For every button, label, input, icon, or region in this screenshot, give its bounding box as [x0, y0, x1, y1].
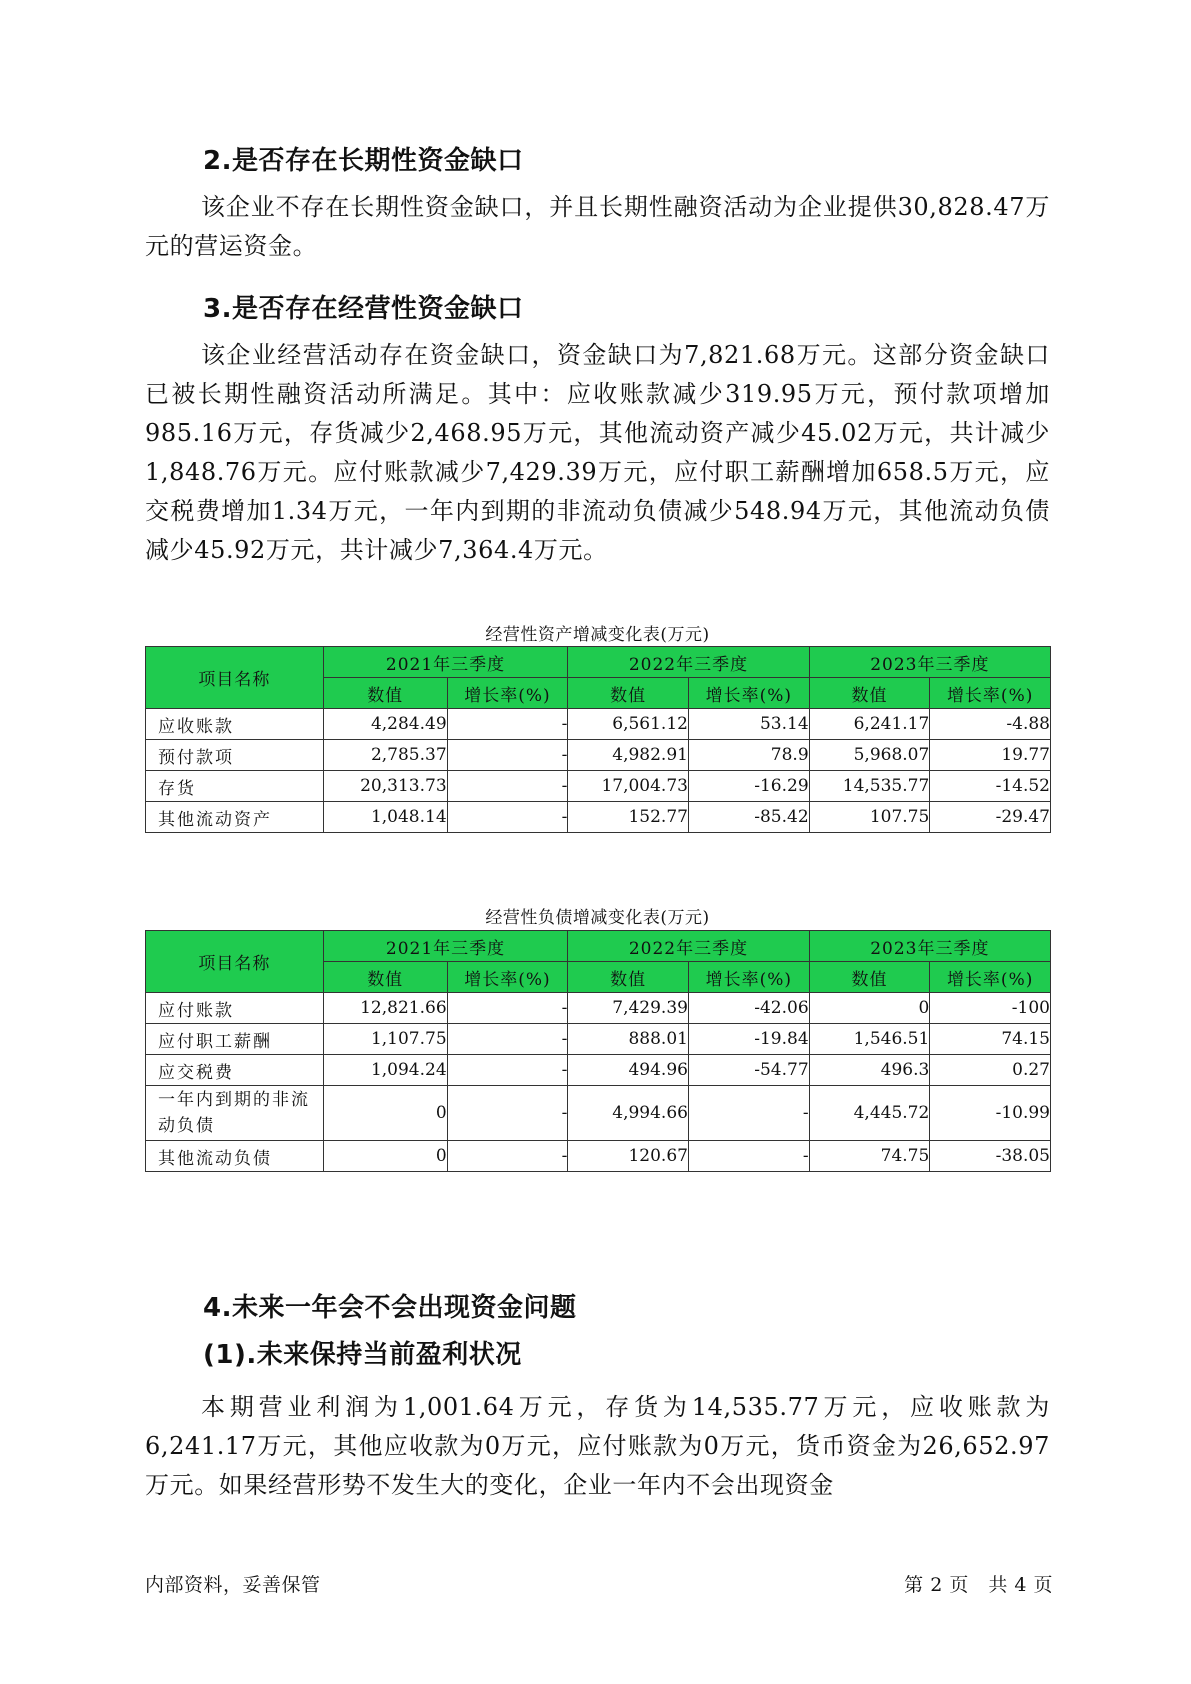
table-row — [146, 1086, 1051, 1141]
row-name: 其他流动资产 — [146, 802, 324, 833]
period-header-2022: 2022年三季度 — [568, 647, 809, 678]
table-row — [146, 740, 1051, 771]
footer-page-number: 第 2 页 共 4 页 — [904, 1574, 1053, 1596]
cell-growth: - — [447, 802, 568, 833]
cell-growth: -16.29 — [688, 771, 809, 802]
cell-growth: - — [447, 993, 568, 1024]
cell-growth: -14.52 — [930, 771, 1051, 802]
cell-growth: -4.88 — [930, 709, 1051, 740]
section-2-heading: 2.是否存在长期性资金缺口 — [203, 146, 524, 176]
row-name: 应付账款 — [146, 993, 324, 1024]
cell-value: 107.75 — [809, 802, 930, 833]
cell-value: 0 — [323, 1141, 447, 1172]
period-header-2023: 2023年三季度 — [809, 647, 1050, 678]
table-row — [146, 993, 1051, 1024]
value-header: 数值 — [323, 678, 447, 709]
cell-value: 1,546.51 — [809, 1024, 930, 1055]
row-name: 应交税费 — [146, 1055, 324, 1086]
cell-value: 4,994.66 — [568, 1086, 689, 1141]
growth-header: 增长率(%) — [930, 962, 1051, 993]
section-4-subheading: (1).未来保持当前盈利状况 — [203, 1340, 522, 1370]
cell-growth: -38.05 — [930, 1141, 1051, 1172]
cell-growth: -54.77 — [688, 1055, 809, 1086]
section-2-body: 该企业不存在长期性资金缺口，并且长期性融资活动为企业提供30,828.47万元的营运资金。 — [145, 193, 1050, 260]
growth-header: 增长率(%) — [447, 678, 568, 709]
row-name: 预付款项 — [146, 740, 324, 771]
footer-confidential-note: 内部资料，妥善保管 — [145, 1574, 321, 1596]
cell-value: 5,968.07 — [809, 740, 930, 771]
value-header: 数值 — [809, 962, 930, 993]
cell-growth: -10.99 — [930, 1086, 1051, 1141]
cell-value: 17,004.73 — [568, 771, 689, 802]
cell-value: 4,982.91 — [568, 740, 689, 771]
cell-growth: 74.15 — [930, 1024, 1051, 1055]
cell-value: 20,313.73 — [323, 771, 447, 802]
cell-value: 7,429.39 — [568, 993, 689, 1024]
table-row — [146, 1024, 1051, 1055]
period-header-2021: 2021年三季度 — [323, 647, 568, 678]
section-4-body: 本期营业利润为1,001.64万元，存货为14,535.77万元，应收账款为6,241.17万元，其他应收款为0万元，应付账款为0万元，货币资金为26,652.97万元。如果经营形势不发生大的变化，企业一年内不会出现资金 — [145, 1393, 1050, 1499]
cell-value: 1,048.14 — [323, 802, 447, 833]
row-name: 存货 — [146, 771, 324, 802]
table-row — [146, 802, 1051, 833]
cell-value: 1,094.24 — [323, 1055, 447, 1086]
cell-growth: - — [447, 1055, 568, 1086]
table-row — [146, 1055, 1051, 1086]
value-header: 数值 — [568, 678, 689, 709]
period-header-2023: 2023年三季度 — [809, 931, 1050, 962]
cell-value: 888.01 — [568, 1024, 689, 1055]
cell-value: 4,445.72 — [809, 1086, 930, 1141]
cell-growth: - — [447, 740, 568, 771]
section-4-heading: 4.未来一年会不会出现资金问题 — [203, 1293, 577, 1323]
item-name-header: 项目名称 — [146, 647, 324, 709]
row-name: 应收账款 — [146, 709, 324, 740]
growth-header: 增长率(%) — [688, 678, 809, 709]
cell-growth: 19.77 — [930, 740, 1051, 771]
cell-value: 1,107.75 — [323, 1024, 447, 1055]
table-row — [146, 771, 1051, 802]
liability-table-caption: 经营性负债增减变化表(万元) — [485, 908, 710, 928]
liability-table — [145, 930, 1051, 1172]
cell-growth: 0.27 — [930, 1055, 1051, 1086]
cell-value: 6,241.17 — [809, 709, 930, 740]
row-name: 其他流动负债 — [146, 1141, 324, 1172]
section-3-body: 该企业经营活动存在资金缺口，资金缺口为7,821.68万元。这部分资金缺口已被长期性融资活动所满足。其中：应收账款减少319.95万元，预付款项增加985.16万元，存货减少2,468.95万元，其他流动资产减少45.02万元，共计减少1,848.76万元。应付账款减少7,429.39万元，应付职工薪酬增加658.5万元，应交税费增加1.34万元，一年内到期的非流动负债减少548.94万元，其他流动负债减少45.92万元，共计减少7,364.4万元。 — [145, 341, 1050, 564]
cell-growth: -85.42 — [688, 802, 809, 833]
cell-value: 120.67 — [568, 1141, 689, 1172]
cell-value: 74.75 — [809, 1141, 930, 1172]
cell-value: 496.3 — [809, 1055, 930, 1086]
asset-table-caption: 经营性资产增减变化表(万元) — [485, 625, 710, 645]
cell-value: 4,284.49 — [323, 709, 447, 740]
value-header: 数值 — [323, 962, 447, 993]
cell-value: 0 — [323, 1086, 447, 1141]
table-row — [146, 1141, 1051, 1172]
cell-growth: -42.06 — [688, 993, 809, 1024]
table-row — [146, 709, 1051, 740]
cell-value: 6,561.12 — [568, 709, 689, 740]
period-header-2022: 2022年三季度 — [568, 931, 809, 962]
cell-growth: - — [447, 1024, 568, 1055]
cell-growth: - — [447, 771, 568, 802]
growth-header: 增长率(%) — [447, 962, 568, 993]
cell-value: 494.96 — [568, 1055, 689, 1086]
cell-growth: -100 — [930, 993, 1051, 1024]
cell-growth: 53.14 — [688, 709, 809, 740]
section-3-heading: 3.是否存在经营性资金缺口 — [203, 294, 524, 324]
cell-value: 12,821.66 — [323, 993, 447, 1024]
asset-table — [145, 646, 1051, 833]
cell-value: 152.77 — [568, 802, 689, 833]
cell-growth: - — [688, 1141, 809, 1172]
growth-header: 增长率(%) — [688, 962, 809, 993]
cell-value: 0 — [809, 993, 930, 1024]
row-name: 应付职工薪酬 — [146, 1024, 324, 1055]
cell-growth: - — [447, 1086, 568, 1141]
cell-growth: - — [688, 1086, 809, 1141]
value-header: 数值 — [809, 678, 930, 709]
cell-value: 14,535.77 — [809, 771, 930, 802]
value-header: 数值 — [568, 962, 689, 993]
cell-growth: -29.47 — [930, 802, 1051, 833]
cell-growth: - — [447, 709, 568, 740]
cell-growth: - — [447, 1141, 568, 1172]
row-name: 一年内到期的非流动负债 — [146, 1086, 324, 1141]
cell-growth: 78.9 — [688, 740, 809, 771]
cell-value: 2,785.37 — [323, 740, 447, 771]
cell-growth: -19.84 — [688, 1024, 809, 1055]
item-name-header: 项目名称 — [146, 931, 324, 993]
growth-header: 增长率(%) — [930, 678, 1051, 709]
period-header-2021: 2021年三季度 — [323, 931, 568, 962]
